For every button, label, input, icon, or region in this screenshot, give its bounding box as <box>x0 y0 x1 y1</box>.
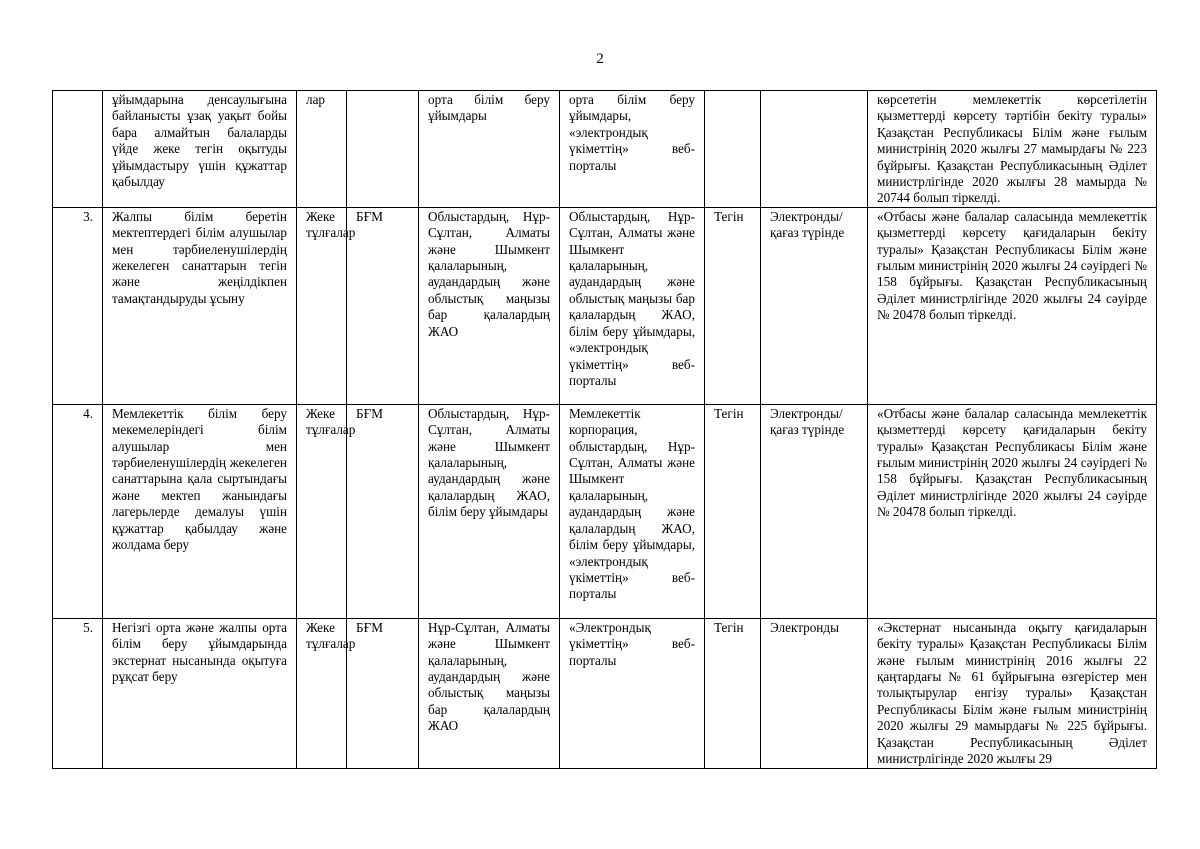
service-provider: БҒМ <box>347 207 419 404</box>
table-row <box>53 404 1157 618</box>
row-number: 5. <box>53 618 103 768</box>
table-row <box>53 618 1157 768</box>
legal-act: көрсететін мемлекеттік көрсетілетін қызметтерді көрсету тәртібін бекіту туралы» Қазақстан Республикасы Білім және ғылым министрінің 2020 жылғы 27 мамырдағы № 223 бұйрығы. Қазақстан Республикасының Әділет министрлігінде 2020 жылғы 28 мамырда № 20744 болып тіркелді. <box>868 91 1157 208</box>
issuance-organization: орта білім беру ұйымдары, «электрондық үкіметтің» веб-порталы <box>560 91 705 208</box>
acceptance-organization: Нұр-Сұлтан, Алматы және Шымкент қалаларының, аудандардың және облыстық маңызы бар қалалардың ЖАО <box>419 618 560 768</box>
service-form <box>761 91 868 208</box>
table-row <box>53 207 1157 404</box>
service-provider: БҒМ <box>347 404 419 618</box>
row-number: 3. <box>53 207 103 404</box>
service-cost <box>705 91 761 208</box>
table-row <box>53 91 1157 208</box>
acceptance-organization: Облыстардың, Нұр-Сұлтан, Алматы және Шымкент қалаларының, аудандардың және облыстық маңызы бар қалалардың ЖАО <box>419 207 560 404</box>
legal-act: «Отбасы және балалар саласында мемлекеттік қызметтерді көрсету қағидаларын бекіту туралы» Қазақстан Республикасы Білім және ғылым министрінің 2020 жылғы 24 сәуірдегі № 158 бұйрығы. Қазақстан Республикасының Әділет министрлігінде 2020 жылғы 24 сәуірде № 20478 болып тіркелді. <box>868 404 1157 618</box>
issuance-organization: Облыстардың, Нұр-Сұлтан, Алматы және Шымкент қалаларының, аудандардың және облыстық маңызы бар қалалардың ЖАО, білім беру ұйымдары, «электрондық үкіметтің» веб-порталы <box>560 207 705 404</box>
service-form: Электронды/ қағаз түрінде <box>761 207 868 404</box>
service-provider: БҒМ <box>347 618 419 768</box>
service-form: Электронды/ қағаз түрінде <box>761 404 868 618</box>
service-name: Негізгі орта және жалпы орта білім беру ұйымдарында экстернат нысанында оқытуға рұқсат беру <box>103 618 297 768</box>
service-recipient: лар <box>297 91 347 208</box>
service-name: Мемлекеттік білім беру мекемелеріндегі білім алушылар мен тәрбиеленушілердің жекелеген санаттарына қала сыртындағы және мектеп жанындағы лагерьлерде демалуы үшін құжаттар қабылдау және жолдама беру <box>103 404 297 618</box>
issuance-organization: «Электрондық үкіметтің» веб-порталы <box>560 618 705 768</box>
service-cost: Тегін <box>705 404 761 618</box>
row-number: 4. <box>53 404 103 618</box>
service-recipient: Жеке тұлғалар <box>297 404 347 618</box>
service-recipient: Жеке тұлғалар <box>297 207 347 404</box>
service-cost: Тегін <box>705 618 761 768</box>
service-cost: Тегін <box>705 207 761 404</box>
legal-act: «Отбасы және балалар саласында мемлекеттік қызметтерді көрсету қағидаларын бекіту туралы» Қазақстан Республикасы Білім және ғылым министрінің 2020 жылғы 24 сәуірдегі № 158 бұйрығы. Қазақстан Республикасының Әділет министрлігінде 2020 жылғы 24 сәуірде № 20478 болып тіркелді. <box>868 207 1157 404</box>
legal-act: «Экстернат нысанында оқыту қағидаларын бекіту туралы» Қазақстан Республикасы Білім және ғылым министрінің 2016 жылғы 22 қаңтардағы № 61 бұйрығына өзгерістер мен толықтырулар енгізу туралы» Қазақстан Республикасы Білім және ғылым министрінің 2020 жылғы 29 мамырдағы № 225 бұйрығы. Қазақстан Республикасының Әділет министрлігінде 2020 жылғы 29 <box>868 618 1157 768</box>
acceptance-organization: орта білім беру ұйымдары <box>419 91 560 208</box>
service-name: ұйымдарына денсаулығына байланысты ұзақ уақыт бойы бара алмайтын балаларды үйде жеке тегін оқытуды ұйымдастыру үшін құжаттар қабылдау <box>103 91 297 208</box>
page-number: 2 <box>596 51 604 67</box>
service-provider <box>347 91 419 208</box>
row-number <box>53 91 103 208</box>
acceptance-organization: Облыстардың, Нұр-Сұлтан, Алматы және Шымкент қалаларының, аудандардың және қалалардың ЖАО, білім беру ұйымдары <box>419 404 560 618</box>
services-table <box>52 90 1157 769</box>
service-name: Жалпы білім беретін мектептердегі білім алушылар мен тәрбиеленушілердің жекелеген санаттарын тегін және жеңілдікпен тамақтандыруды ұсыну <box>103 207 297 404</box>
issuance-organization: Мемлекеттік корпорация, облыстардың, Нұр-Сұлтан, Алматы және Шымкент қалаларының, аудандардың және қалалардың ЖАО, білім беру ұйымдары, «электрондық үкіметтің» веб-порталы <box>560 404 705 618</box>
service-recipient: Жеке тұлғалар <box>297 618 347 768</box>
service-form: Электронды <box>761 618 868 768</box>
